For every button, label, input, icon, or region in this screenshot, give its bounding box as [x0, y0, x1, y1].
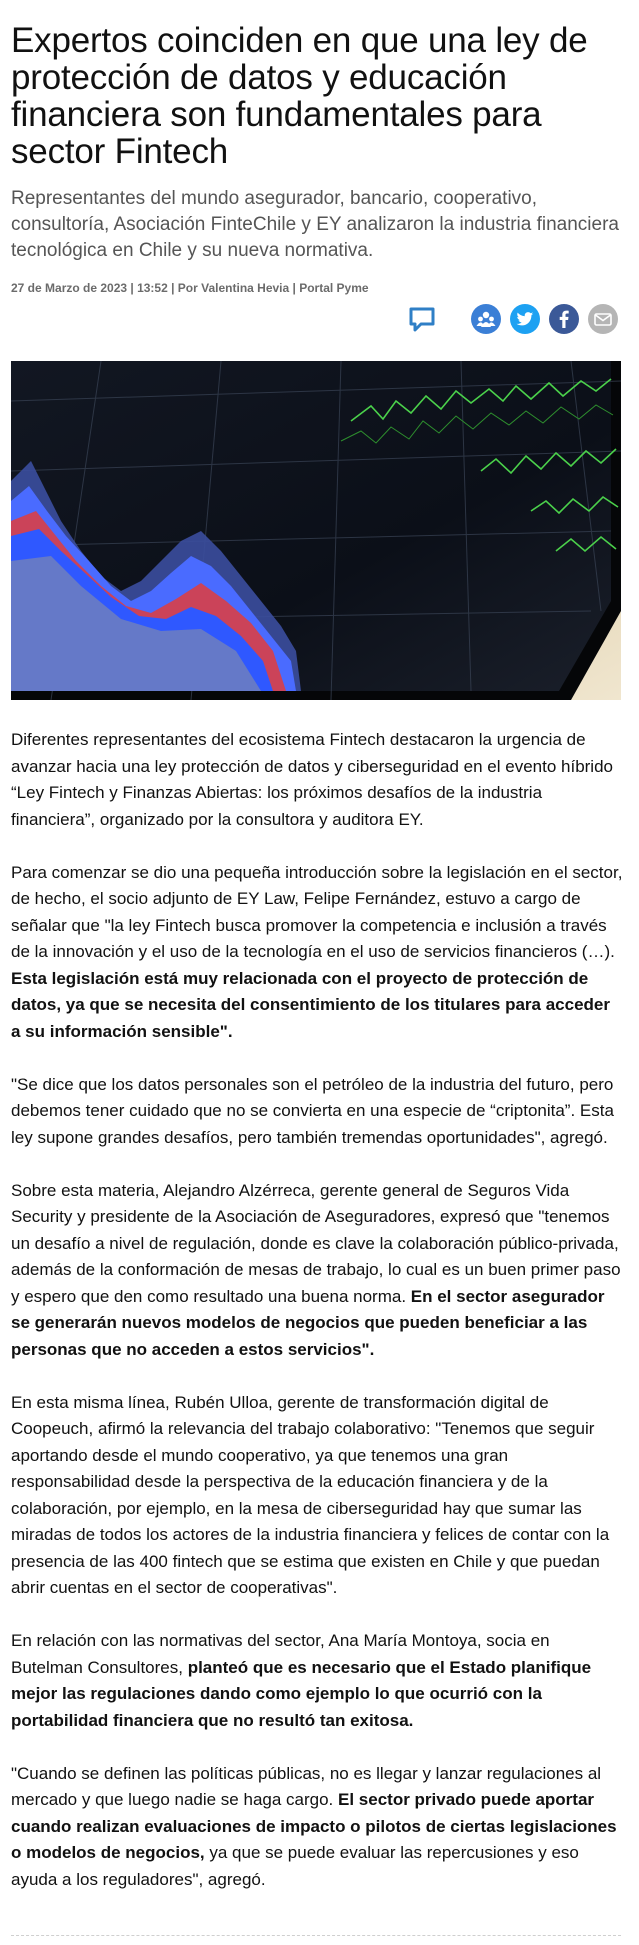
stock-chart-tablet-photo — [11, 361, 621, 700]
paragraph-7-bold: El sector privado puede aportar cuando realizan evaluaciones de impacto o pilotos de ciertas legislaciones o modelos de negocios, — [11, 1790, 617, 1862]
paragraph-2-bold: Esta legislación está muy relacionada con el proyecto de protección de datos, ya que se necesita del consentimiento de los titulares para acceder a su información sensible". — [11, 968, 611, 1041]
paragraph-1: Diferentes representantes del ecosistema Fintech destacaron la urgencia de avanzar hacia una ley protección de datos y ciberseguridad en el evento híbrido “Ley Fintech y Finanzas Abiertas: los próximos desafíos de la industria financiera”, organizado por la consultora y auditora EY. — [11, 730, 613, 829]
paragraph-6-text: En relación con las normativas del sector, Ana María Montoya, socia en Butelman Consultores, — [11, 1631, 550, 1677]
share-bar — [11, 299, 621, 341]
paragraph-4 — [11, 1178, 623, 1364]
article-header — [11, 0, 621, 341]
article-image — [11, 361, 621, 700]
paragraph-7-end: ya que se puede evaluar las repercusiones y eso ayuda a los reguladores", agregó. — [11, 1843, 579, 1889]
paragraph-3: "Se dice que los datos personales son el petróleo de la industria del futuro, pero debemos tener cuidado que no se convierta en una especie de “criptonita”. Esta ley supone grandes desafíos, pero también tremendas oportunidades", agregó. — [11, 1074, 614, 1147]
paragraph-6-bold: planteó que es necesario que el Estado planifique mejor las regulaciones dando como ejemplo lo que ocurrió con la portabilidad financiera que no resultó tan exitosa. — [11, 1657, 592, 1730]
people-icon[interactable] — [471, 304, 501, 334]
paragraph-2-text: Para comenzar se dio una pequeña introducción sobre la legislación en el sector, de hecho, el socio adjunto de EY Law, Felipe Fernández, estuvo a cargo de señalar que "la ley Fintech busca promover la competencia e inclusión a través de la innovación y el uso de la tecnología en el uso de servicios financieros (…). — [11, 862, 623, 961]
paragraph-5: En esta misma línea, Rubén Ulloa, gerente de transformación digital de Coopeuch, afirmó la relevancia del trabajo colaborativo: "Tenemos que seguir aportando desde el mundo cooperativo, ya que tenemos una gran responsabilidad desde la perspectiva de la educación financiera y de la colaboración, por ejemplo, en la mesa de ciberseguridad hay que sumar las miradas de todos los actores de la industria financiera y felices de contar con la presencia de las 400 fintech que se estima que existen en Chile y que puedan abrir cuentas en el sector de cooperativas". — [11, 1392, 610, 1597]
divider — [11, 1935, 621, 1936]
mail-icon[interactable] — [588, 304, 618, 334]
article-body — [11, 727, 623, 1920]
paragraph-7 — [11, 1761, 623, 1894]
paragraph-4-text: Sobre esta materia, Alejandro Alzérreca, gerente general de Seguros Vida Security y presidente de la Asociación de Aseguradores, expresó que "tenemos un desafío a nivel de regulación, donde es clave la colaboración público-privada, además de la conformación de mesas de trabajo, lo cual es un buen primer paso y espero que den como resultado una buena norma. — [11, 1180, 621, 1306]
paragraph-6 — [11, 1628, 623, 1734]
twitter-icon[interactable] — [510, 304, 540, 334]
article-subtitle: Representantes del mundo asegurador, bancario, cooperativo, consultoría, Asociación FinteChile y EY analizaron la industria financiera tecnológica en Chile y su nueva normativa. — [11, 188, 619, 261]
article-title: Expertos coinciden en que una ley de protección de datos y educación financiera son fundamentales para sector Fintech — [11, 21, 588, 171]
article-byline: 27 de Marzo de 2023 | 13:52 | Por Valentina Hevia | Portal Pyme — [11, 281, 369, 295]
paragraph-4-bold: En el sector asegurador se generarán nuevos modelos de negocios que pueden beneficiar a las personas que no acceden a estos servicios". — [11, 1286, 605, 1359]
paragraph-2 — [11, 860, 623, 1046]
paragraph-7-text: "Cuando se definen las políticas públicas, no es llegar y lanzar regulaciones al mercado y que luego nadie se haga cargo. — [11, 1763, 602, 1809]
facebook-icon[interactable] — [549, 304, 579, 334]
comment-icon[interactable] — [407, 304, 437, 334]
